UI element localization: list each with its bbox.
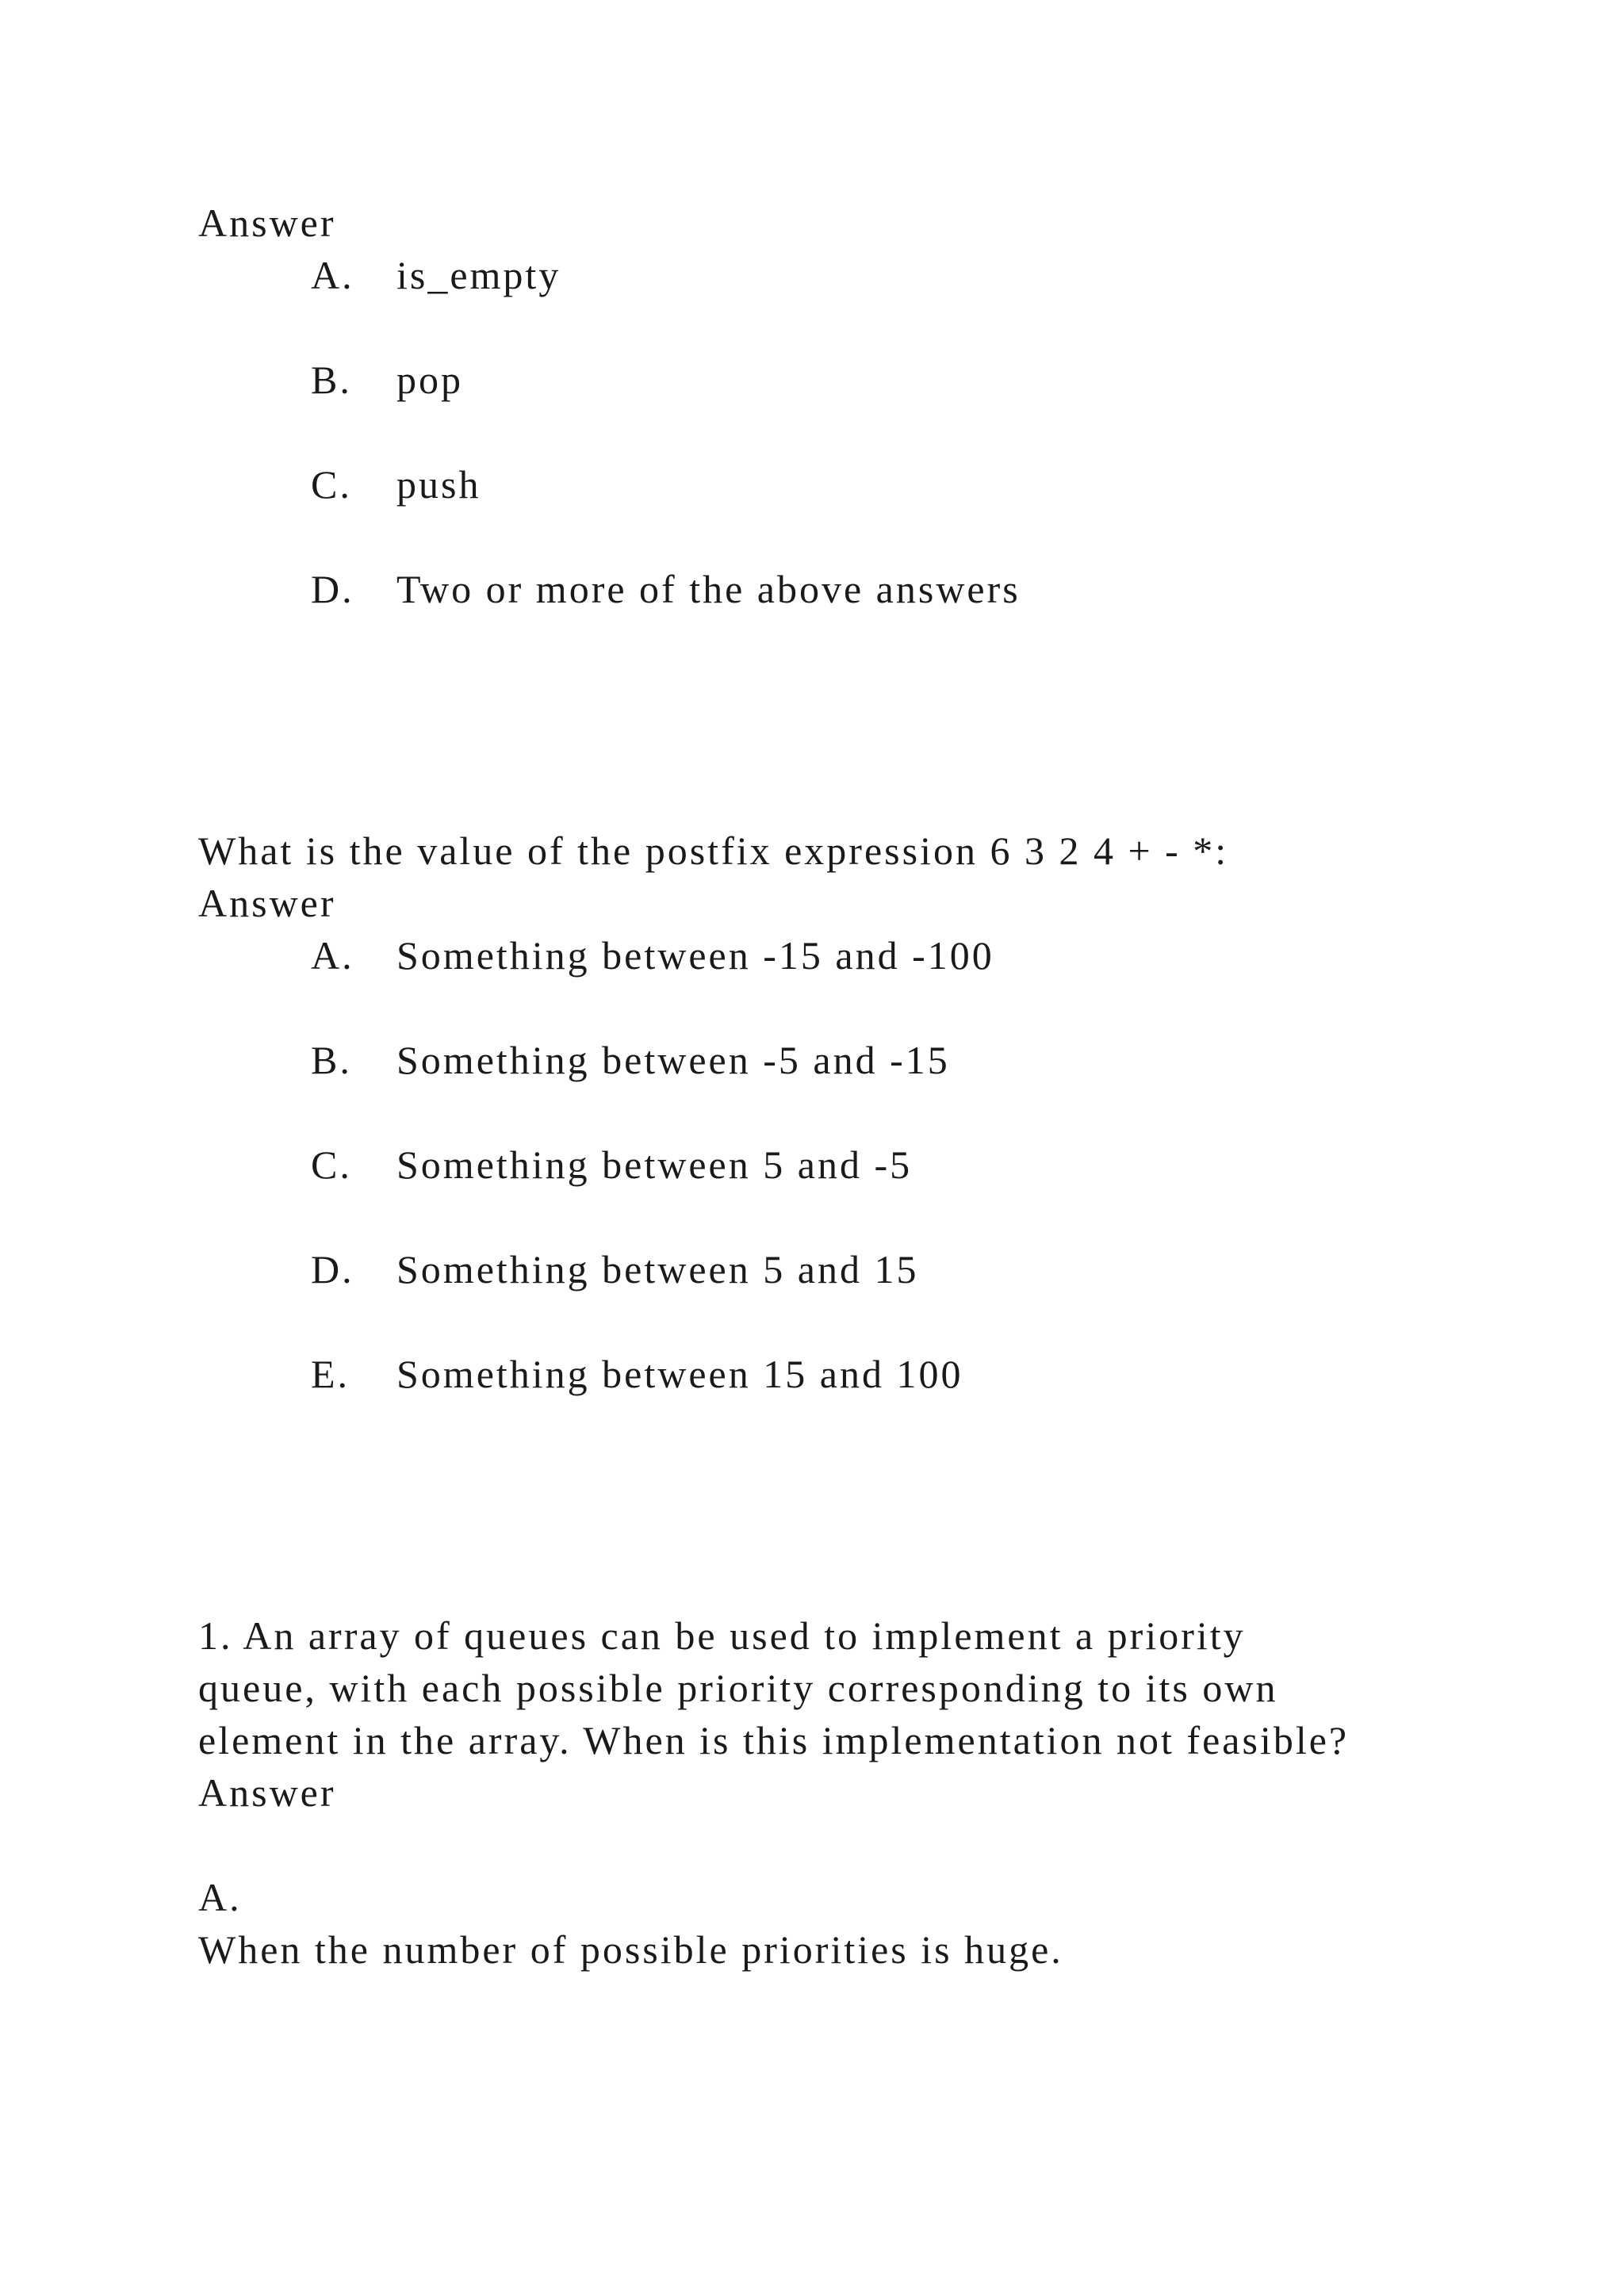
q2-option-a[interactable] (311, 929, 994, 982)
option-letter: C. (311, 462, 352, 507)
q2-option-b[interactable] (311, 1034, 950, 1086)
option-text: push (396, 462, 481, 507)
q2-question: What is the value of the postfix expression 6 3 2 4 + - *: (198, 828, 1229, 873)
option-letter: D. (311, 567, 354, 611)
option-letter: C. (311, 1142, 352, 1187)
q3-question-line-1: 1. An array of queues can be used to implement a priority (198, 1613, 1246, 1658)
q1-option-d[interactable] (311, 563, 1021, 615)
q3-answer-label: Answer (198, 1770, 336, 1815)
q2-option-e[interactable] (311, 1348, 963, 1400)
option-text: Two or more of the above answers (396, 567, 1021, 611)
option-text: Something between -15 and -100 (396, 933, 994, 978)
option-text: Something between 5 and 15 (396, 1247, 919, 1292)
q2-answer-label: Answer (198, 881, 336, 925)
q1-option-a[interactable] (311, 249, 561, 301)
q1-option-b[interactable] (311, 354, 463, 406)
q3-question-line-2: queue, with each possible priority corresponding to its own (198, 1666, 1278, 1710)
option-text: is_empty (396, 253, 561, 297)
option-letter: E. (311, 1352, 350, 1396)
q2-option-d[interactable] (311, 1243, 918, 1295)
q2-option-c[interactable] (311, 1138, 912, 1191)
q3-option-a-text[interactable]: When the number of possible priorities is huge. (198, 1927, 1063, 1972)
option-text: pop (396, 358, 463, 402)
q3-option-a-letter[interactable]: A. (198, 1875, 242, 1919)
option-text: Something between -5 and -15 (396, 1038, 950, 1082)
option-letter: A. (311, 933, 354, 978)
option-letter: B. (311, 1038, 352, 1082)
option-text: Something between 15 and 100 (396, 1352, 963, 1396)
option-text: Something between 5 and -5 (396, 1142, 913, 1187)
q1-answer-label: Answer (198, 201, 336, 245)
option-letter: A. (311, 253, 354, 297)
option-letter: B. (311, 358, 352, 402)
q1-option-c[interactable] (311, 458, 481, 511)
q3-question-line-3: element in the array. When is this implementation not feasible? (198, 1718, 1350, 1762)
option-letter: D. (311, 1247, 354, 1292)
